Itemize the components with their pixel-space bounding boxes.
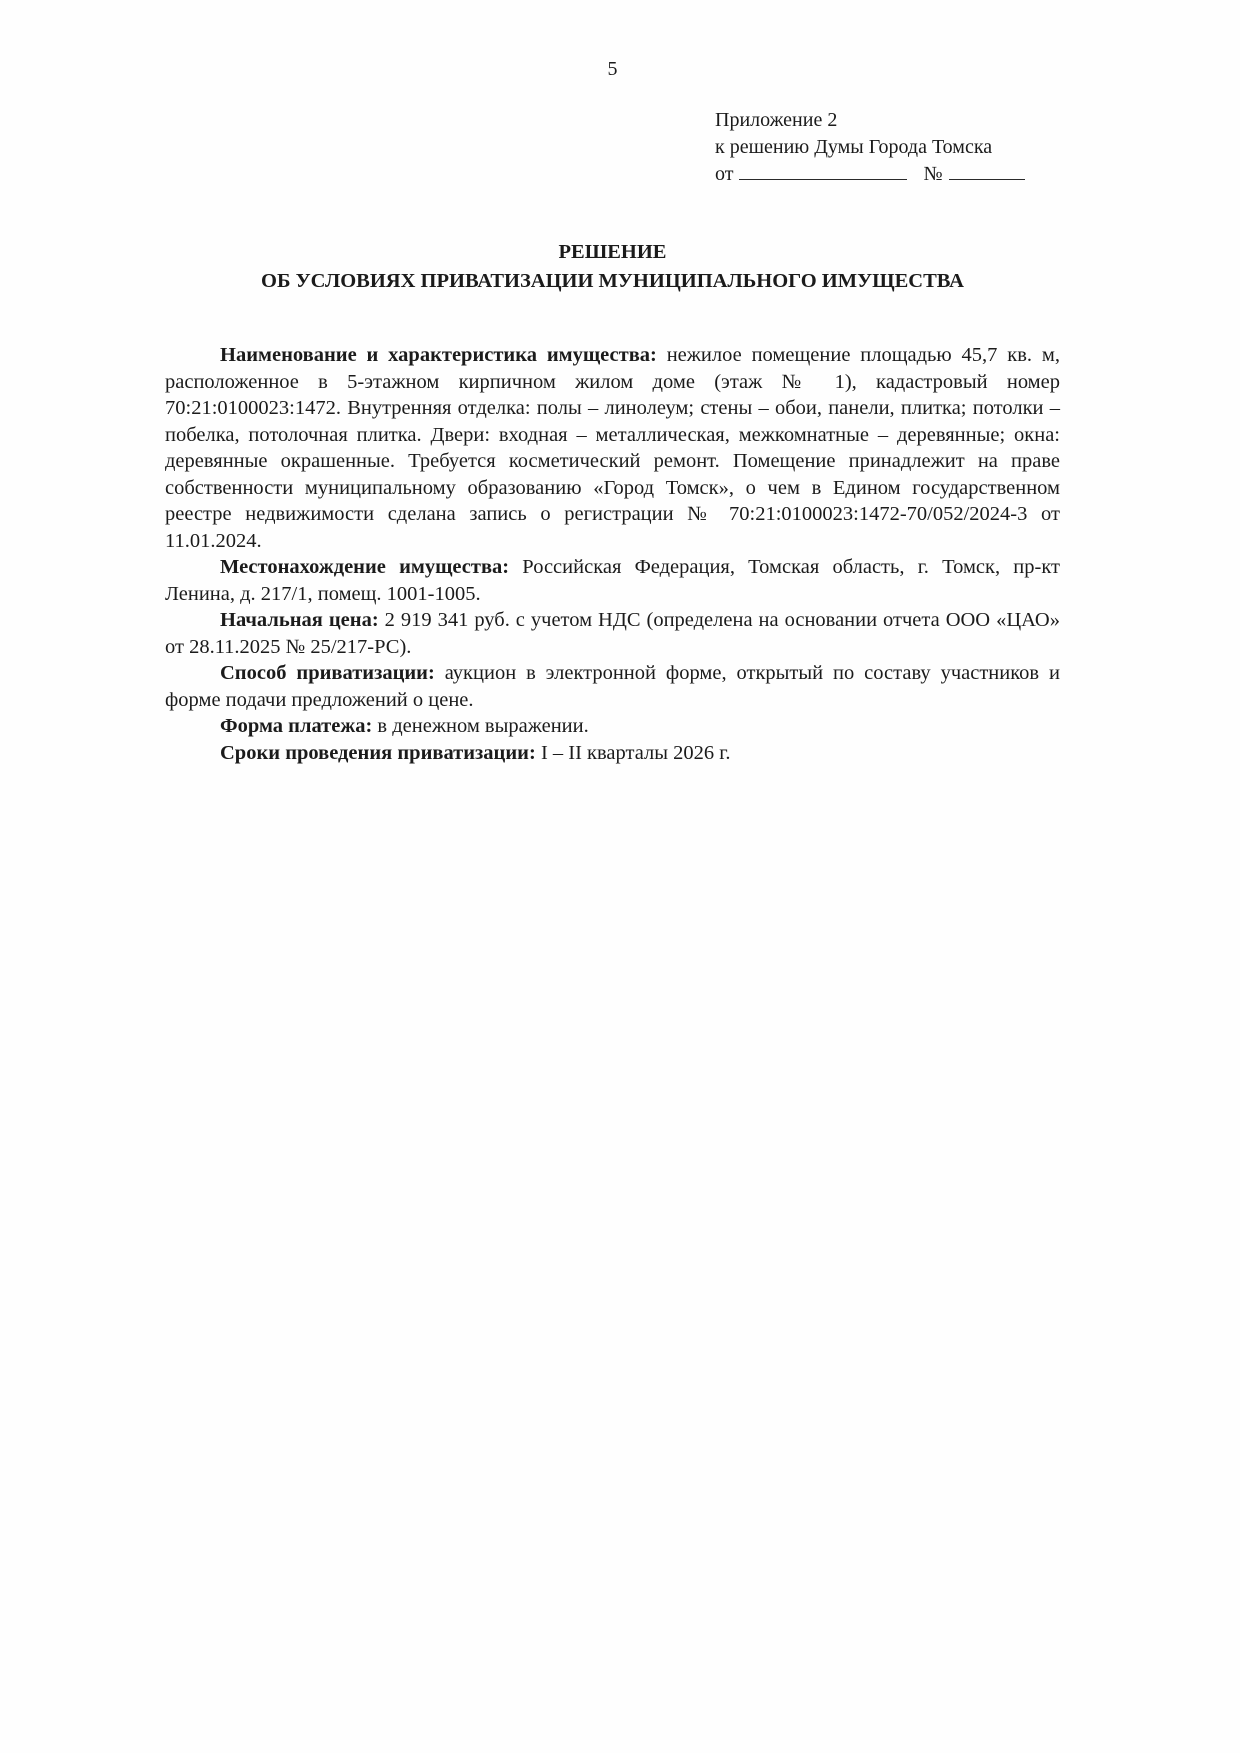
annex-date-number-line	[715, 161, 1060, 188]
paragraph-text: I – II кварталы 2026 г.	[535, 741, 731, 764]
paragraph-label: Наименование и характеристика имущества:	[220, 344, 657, 366]
paragraph-label: Начальная цена:	[220, 609, 379, 631]
paragraph-label: Способ приватизации:	[220, 662, 435, 684]
date-label: от	[715, 163, 734, 185]
paragraph-payment-form	[165, 713, 1060, 740]
paragraph-label: Местонахождение имущества:	[220, 556, 510, 578]
document-title-line-2: ОБ УСЛОВИЯХ ПРИВАТИЗАЦИИ МУНИЦИПАЛЬНОГО ИМУЩЕСТВА	[261, 270, 964, 292]
number-label: №	[923, 163, 943, 185]
paragraph-text: в денежном выражении.	[372, 715, 589, 737]
document-title-line-1: РЕШЕНИЕ	[558, 241, 667, 263]
document-body	[165, 342, 1060, 766]
date-blank-line	[739, 164, 907, 180]
paragraph-text: нежилое помещение площадью 45,7 кв. м, расположенное в 5-этажном кирпичном жилом доме (этаж № 1), кадастровый номер 70:21:0100023:1472. Внутренняя отделка: полы – линолеум; стены – обои, панели, плитка; потолки – побелка, потолочная плитка. Двери: входная – металлическая, межкомнатные – деревянные; окна: деревянные окрашенные. Требуется косметический ремонт. Помещение принадлежит на праве собственности муниципальному образованию «Город Томск», о чем в Едином государственном реестре недвижимости сделана запись о регистрации № 70:21:0100023:1472-70/052/2024-3 от 11.01.2024.	[165, 344, 1060, 552]
paragraph-text: аукцион в электронной форме, открытый по составу участников и форме подачи предложений о цене.	[165, 662, 1060, 711]
paragraph-privatization-terms	[165, 740, 1060, 767]
paragraph-text: Российская Федерация, Томская область, г. Томск, пр-кт Ленина, д. 217/1, помещ. 1001-1005.	[165, 556, 1061, 605]
number-blank-line	[949, 164, 1025, 180]
paragraph-property-description	[165, 342, 1060, 554]
paragraph-label: Форма платежа:	[220, 715, 373, 737]
page-number: 5	[607, 58, 618, 80]
paragraph-text: 2 919 341 руб. с учетом НДС (определена на основании отчета ООО «ЦАО» от 28.11.2025 № 25/217-РС).	[165, 609, 1060, 658]
paragraph-location	[165, 554, 1060, 607]
annex-line-1: Приложение 2	[715, 109, 838, 131]
annex-block	[715, 107, 1060, 188]
annex-line-2: к решению Думы Города Томска	[715, 136, 993, 158]
paragraph-starting-price	[165, 607, 1060, 660]
paragraph-privatization-method	[165, 660, 1060, 713]
paragraph-label: Сроки проведения приватизации:	[220, 741, 536, 764]
document-title	[165, 238, 1060, 296]
